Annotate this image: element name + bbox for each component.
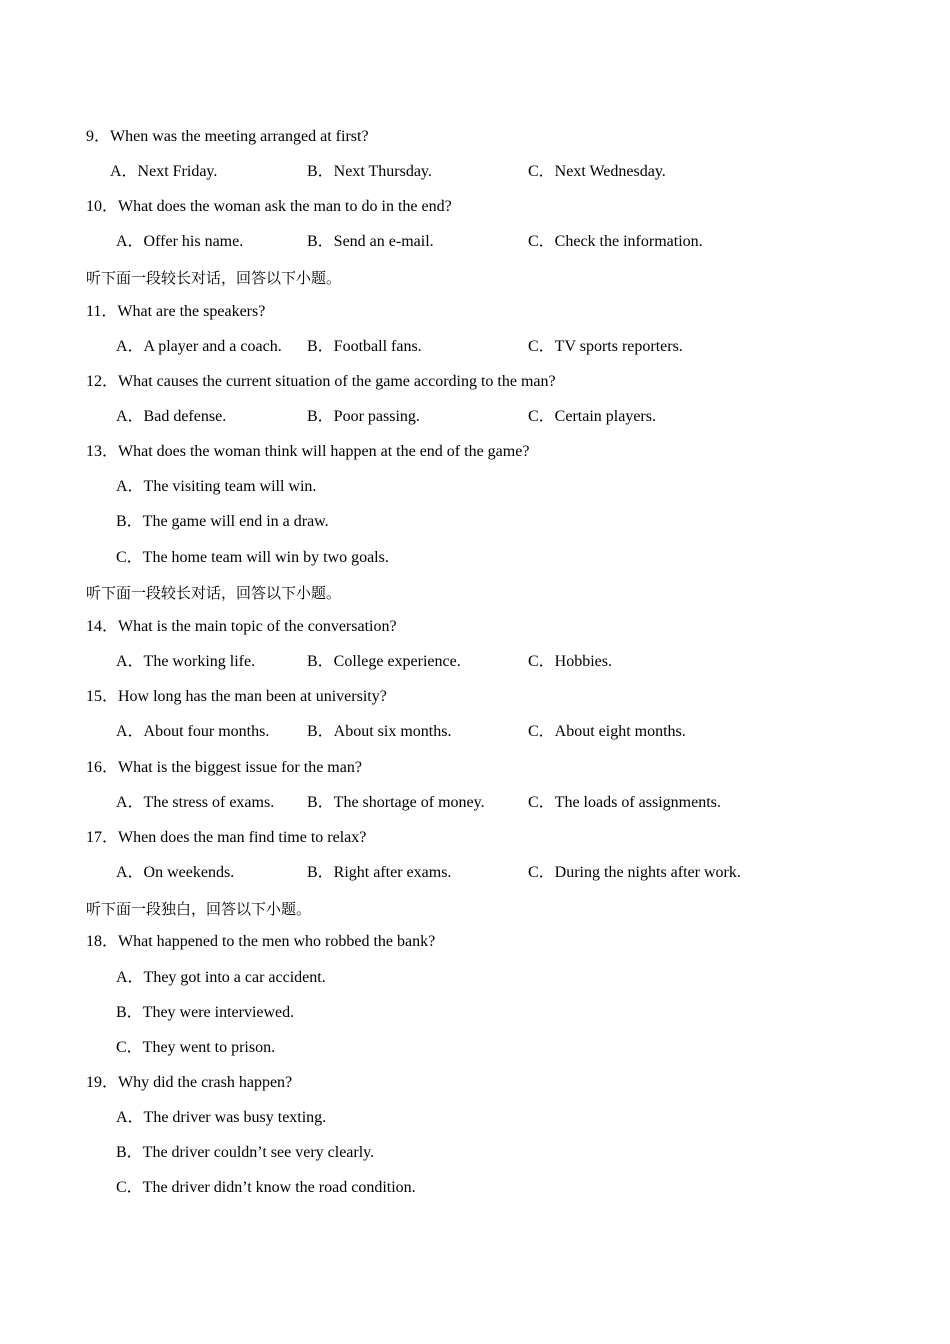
question-13: 13．What does the woman think will happen at the end of the game? bbox=[86, 443, 530, 460]
q13-option-b: B．The game will end in a draw. bbox=[116, 513, 329, 530]
section-instruction-monologue: 听下面一段独白，回答以下小题。 bbox=[86, 900, 312, 918]
q16-option-c: C．The loads of assignments. bbox=[528, 794, 721, 811]
q18-option-b: B．They were interviewed. bbox=[116, 1004, 295, 1021]
q17-option-c: C．During the nights after work. bbox=[528, 864, 741, 881]
q11-option-b: B．Football fans. bbox=[307, 338, 422, 355]
q14-option-c: C．Hobbies. bbox=[528, 653, 613, 670]
q9-option-a: A．Next Friday. bbox=[110, 163, 218, 180]
q19-option-b: B．The driver couldn’t see very clearly. bbox=[116, 1144, 375, 1161]
q13-option-a: A．The visiting team will win. bbox=[116, 478, 317, 495]
q10-option-c: C．Check the information. bbox=[528, 233, 703, 250]
section-instruction-dialogue-2: 听下面一段较长对话，回答以下小题。 bbox=[86, 584, 342, 602]
question-16: 16．What is the biggest issue for the man? bbox=[86, 759, 362, 776]
q15-option-b: B．About six months. bbox=[307, 723, 452, 740]
q17-option-a: A．On weekends. bbox=[116, 864, 235, 881]
question-11: 11．What are the speakers? bbox=[86, 303, 266, 320]
q10-option-a: A．Offer his name. bbox=[116, 233, 244, 250]
q19-option-c: C．The driver didn’t know the road condition. bbox=[116, 1179, 416, 1196]
q12-option-a: A．Bad defense. bbox=[116, 408, 227, 425]
q11-option-a: A．A player and a coach. bbox=[116, 338, 282, 355]
q12-option-c: C．Certain players. bbox=[528, 408, 656, 425]
q18-option-a: A．They got into a car accident. bbox=[116, 969, 326, 986]
q9-option-b: B．Next Thursday. bbox=[307, 163, 432, 180]
q16-option-b: B．The shortage of money. bbox=[307, 794, 485, 811]
q9-option-c: C．Next Wednesday. bbox=[528, 163, 666, 180]
question-12: 12．What causes the current situation of the game according to the man? bbox=[86, 373, 556, 390]
q18-option-c: C．They went to prison. bbox=[116, 1039, 276, 1056]
question-9: 9．When was the meeting arranged at first? bbox=[86, 128, 369, 145]
section-instruction-dialogue-1: 听下面一段较长对话，回答以下小题。 bbox=[86, 269, 342, 287]
q17-option-b: B．Right after exams. bbox=[307, 864, 452, 881]
q10-option-b: B．Send an e-mail. bbox=[307, 233, 434, 250]
q13-option-c: C．The home team will win by two goals. bbox=[116, 549, 389, 566]
q14-option-b: B．College experience. bbox=[307, 653, 461, 670]
question-18: 18．What happened to the men who robbed the bank? bbox=[86, 933, 436, 950]
q11-option-c: C．TV sports reporters. bbox=[528, 338, 683, 355]
q12-option-b: B．Poor passing. bbox=[307, 408, 420, 425]
question-17: 17．When does the man find time to relax? bbox=[86, 829, 367, 846]
question-15: 15．How long has the man been at university? bbox=[86, 688, 387, 705]
q14-option-a: A．The working life. bbox=[116, 653, 256, 670]
q19-option-a: A．The driver was busy texting. bbox=[116, 1109, 327, 1126]
question-19: 19．Why did the crash happen? bbox=[86, 1074, 293, 1091]
question-14: 14．What is the main topic of the conversation? bbox=[86, 618, 397, 635]
q16-option-a: A．The stress of exams. bbox=[116, 794, 275, 811]
q15-option-c: C．About eight months. bbox=[528, 723, 686, 740]
q15-option-a: A．About four months. bbox=[116, 723, 270, 740]
question-10: 10．What does the woman ask the man to do in the end? bbox=[86, 198, 452, 215]
